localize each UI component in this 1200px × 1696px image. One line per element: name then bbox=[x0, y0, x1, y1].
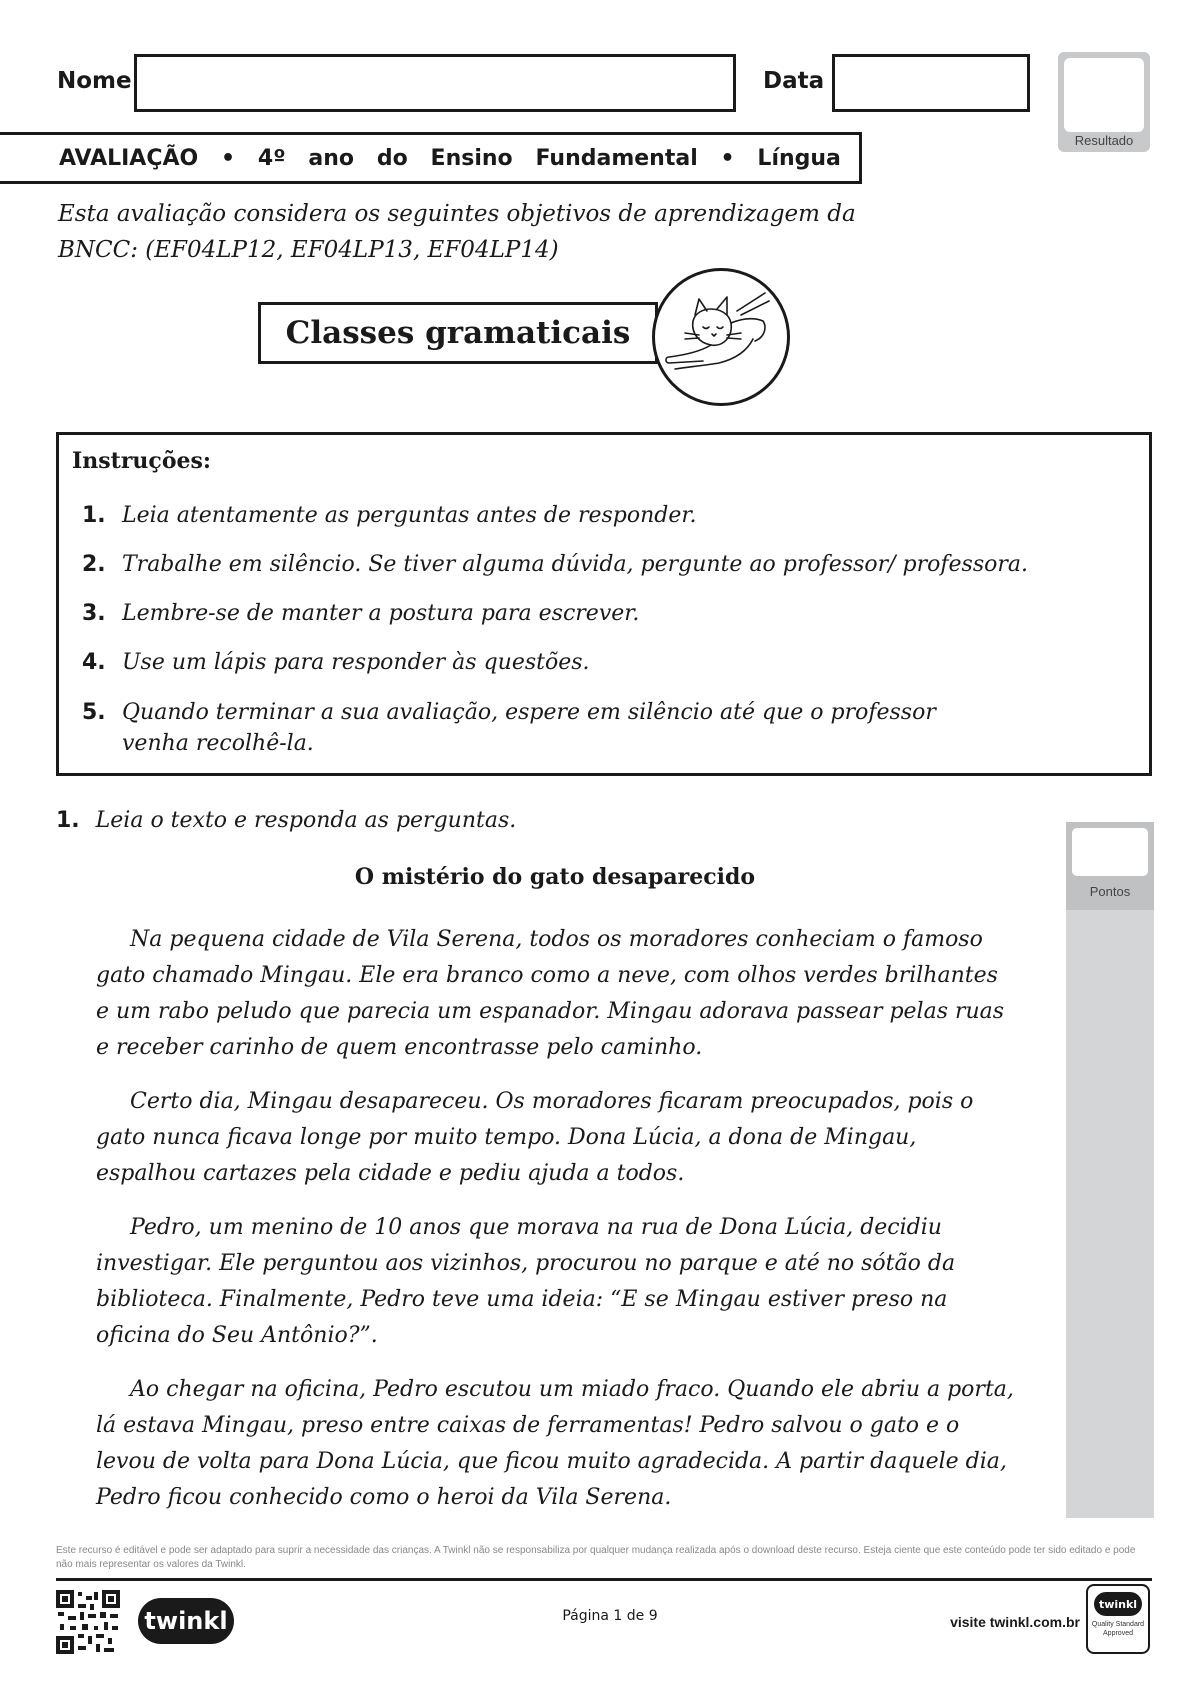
story-paragraph: Na pequena cidade de Vila Serena, todos os moradores conheciam o famoso gato chamado Mingau. Ele era branco como a neve, com olhos verdes brilhantes e um rabo peludo que parecia um espanador. Mingau adorava passear pelas ruas e receber carinho de quem encontrasse pelo caminho. bbox=[96, 927, 1005, 1060]
question-prompt bbox=[56, 808, 516, 833]
story-paragraph: Pedro, um menino de 10 anos que morava na rua de Dona Lúcia, decidiu investigar. Ele perguntou aos vizinhos, procurou no parque e até no sótão da biblioteca. Finalmente, Pedro teve uma ideia: “E se Mingau estiver preso na oficina do Seu Antônio?”. bbox=[96, 1215, 956, 1348]
instruction-text: Quando terminar a sua avaliação, espere em silêncio até que o professor venha recolhê-la. bbox=[122, 700, 936, 756]
assessment-word: Fundamental bbox=[535, 145, 698, 171]
instruction-item bbox=[82, 549, 1122, 580]
instruction-item bbox=[82, 598, 1122, 629]
story-paragraph: Ao chegar na oficina, Pedro escutou um miado fraco. Quando ele abriu a porta, lá estava Mingau, preso entre caixas de ferramentas! Pedro salvou o gato e o levou de volta para Dona Lúcia, que ficou muito agradecida. A partir daquele dia, Pedro ficou conhecido como o heroi da Vila Serena. bbox=[96, 1377, 1014, 1510]
date-label: Data bbox=[763, 68, 825, 94]
instruction-number: 4. bbox=[82, 650, 106, 675]
instruction-item bbox=[82, 697, 1002, 759]
footer-divider bbox=[56, 1578, 1152, 1581]
visit-link[interactable]: visite twinkl.com.br bbox=[950, 1614, 1080, 1630]
points-score-box[interactable] bbox=[1072, 828, 1148, 876]
assessment-word: Ensino bbox=[430, 145, 513, 171]
points-panel bbox=[1066, 822, 1154, 1518]
quality-badge bbox=[1086, 1584, 1150, 1654]
page-number: Página 1 de 9 bbox=[562, 1608, 658, 1624]
cat-illustration bbox=[652, 268, 790, 406]
instruction-text: Leia atentamente as perguntas antes de responder. bbox=[122, 503, 697, 528]
assessment-separator: • bbox=[221, 145, 236, 171]
name-field[interactable] bbox=[134, 54, 736, 112]
instructions-title: Instruções: bbox=[72, 448, 211, 474]
worksheet-title-box bbox=[258, 302, 658, 364]
result-panel bbox=[1058, 52, 1150, 152]
assessment-word: AVALIAÇÃO bbox=[59, 145, 199, 171]
footer-disclaimer: Este recurso é editável e pode ser adaptado para suprir a necessidade das crianças. A Twinkl não se responsabiliza por qualquer mudança realizada após o download deste recurso. Esteja ciente que este conteúdo pode ter sido editado e pode não mais representar os valores da Twinkl. bbox=[56, 1545, 1136, 1570]
points-header bbox=[1066, 822, 1154, 910]
twinkl-logo bbox=[138, 1598, 234, 1644]
twinkl-logo-text: twinkl bbox=[144, 1607, 228, 1635]
points-label: Pontos bbox=[1089, 884, 1131, 899]
sleeping-cat-icon bbox=[655, 271, 787, 403]
badge-text: Quality Standard Approved bbox=[1091, 1621, 1145, 1637]
instruction-number: 2. bbox=[82, 552, 106, 577]
assessment-grade: 4º bbox=[257, 145, 286, 171]
assessment-subject: Língua bbox=[757, 145, 841, 171]
instruction-text: Trabalhe em silêncio. Se tiver alguma dúvida, pergunte ao professor/ professora. bbox=[122, 552, 1029, 577]
objectives-line: Esta avaliação considera os seguintes objetivos de aprendizagem da bbox=[58, 201, 856, 227]
assessment-separator: • bbox=[720, 145, 735, 171]
story-title: O mistério do gato desaparecido bbox=[354, 864, 756, 890]
result-label: Resultado bbox=[1074, 133, 1134, 148]
story-paragraph: Certo dia, Mingau desapareceu. Os moradores ficaram preocupados, pois o gato nunca ficava longe por muito tempo. Dona Lúcia, a dona de Mingau, espalhou cartazes pela cidade e pediu ajuda a todos. bbox=[96, 1089, 974, 1186]
result-score-box[interactable] bbox=[1064, 58, 1144, 132]
qr-code-icon bbox=[56, 1590, 120, 1654]
worksheet-title: Classes gramaticais bbox=[285, 315, 631, 351]
badge-logo: twinkl bbox=[1094, 1592, 1142, 1616]
assessment-bar bbox=[0, 132, 862, 184]
date-field[interactable] bbox=[832, 54, 1030, 112]
objectives-codes: BNCC: (EF04LP12, EF04LP13, EF04LP14) bbox=[58, 237, 559, 263]
instruction-item bbox=[82, 647, 1122, 678]
instruction-number: 3. bbox=[82, 601, 106, 626]
objectives-text bbox=[58, 196, 878, 268]
assessment-word: ano bbox=[308, 145, 355, 171]
assessment-word: do bbox=[376, 145, 408, 171]
instruction-text: Use um lápis para responder às questões. bbox=[122, 650, 590, 675]
instruction-item bbox=[82, 500, 1122, 531]
instruction-number: 1. bbox=[82, 503, 106, 528]
instruction-number: 5. bbox=[82, 700, 106, 725]
question-text: Leia o texto e responda as perguntas. bbox=[95, 808, 517, 833]
question-number: 1. bbox=[56, 808, 80, 833]
instruction-text: Lembre-se de manter a postura para escrever. bbox=[122, 601, 640, 626]
name-label: Nome bbox=[57, 68, 132, 94]
